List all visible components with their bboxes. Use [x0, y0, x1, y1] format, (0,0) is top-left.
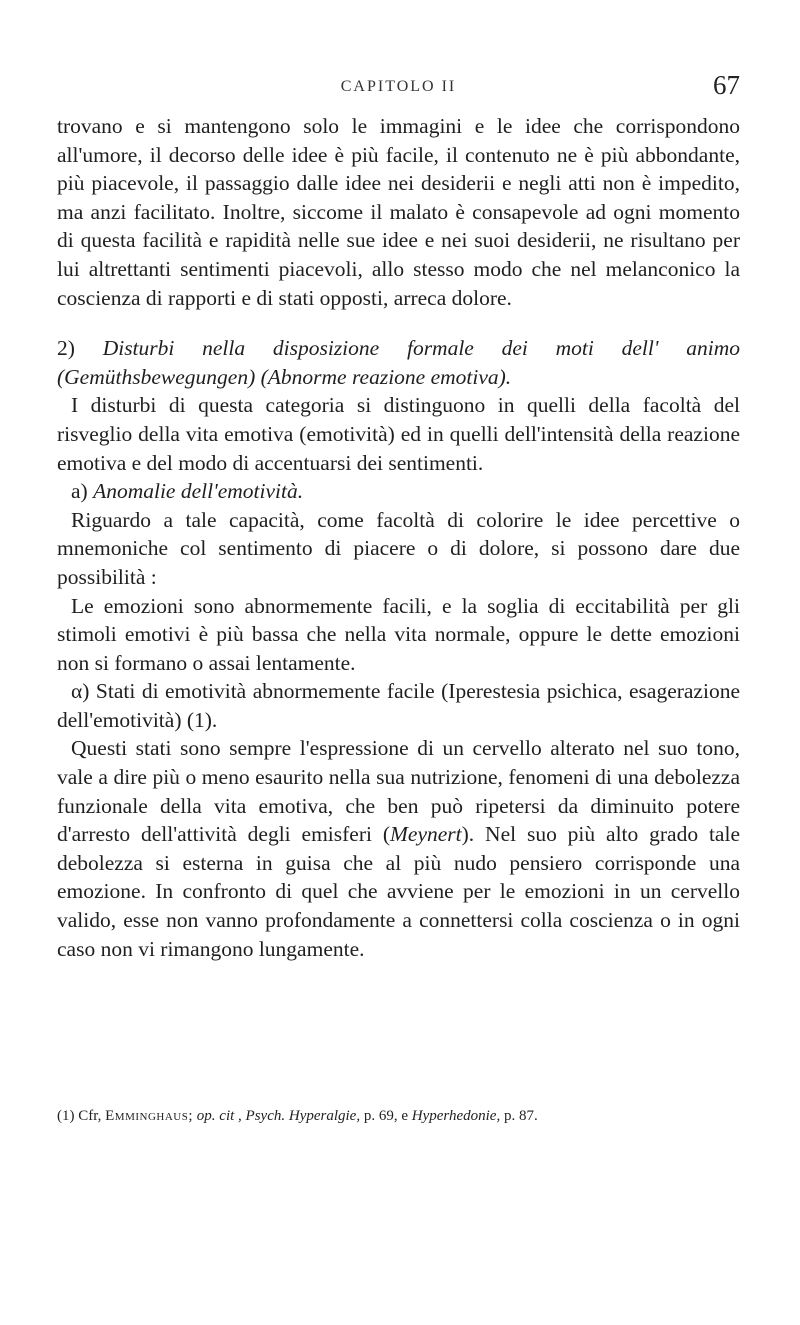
subsection-heading — [57, 477, 740, 506]
running-head — [57, 70, 740, 110]
paragraph-states — [57, 734, 740, 963]
alpha-label: α) — [71, 679, 90, 704]
section-subtitle: (Abnorme reazione emotiva). — [260, 364, 512, 389]
subsection-label: a) — [71, 479, 88, 504]
section-heading — [57, 334, 740, 391]
section-german-term: (Gemüthsbewegungen) — [57, 364, 256, 389]
footnote-work: op. cit , Psych. Hyperalgie, — [196, 1108, 361, 1124]
section-title: Disturbi nella disposizione formale dei moti dell' animo — [102, 336, 740, 361]
footnote-page1: p. 69, e — [363, 1108, 409, 1124]
paragraph-capacity: Riguardo a tale capacità, come facoltà di colorire le idee percettive o mnemoniche col sentimento di piacere o di dolore, si possono dare due possibilità : — [57, 507, 740, 589]
footnote-marker: (1) Cfr, — [57, 1108, 102, 1124]
footnote-page2: p. 87. — [503, 1108, 538, 1124]
footnote — [57, 1106, 740, 1126]
author-meynert: Meynert — [390, 822, 462, 847]
subsubsection-heading — [57, 677, 740, 734]
footnote-author: Emminghaus; — [105, 1108, 194, 1124]
body-text — [57, 112, 740, 963]
paragraph-states-part2: ). Nel suo più alto grado tale debolezza si esterna in guisa che al più nudo pensiero corrisponde una emozione. In confronto di quel che avviene per le emozioni in un cervello valido, esse non vanno profondamente a connettersi colla coscienza o in ogni caso non vi rimangono lungamente. — [57, 822, 740, 961]
subsection-title: Anomalie dell'emotività. — [93, 479, 304, 504]
paragraph-states-part1: Questi stati sono sempre l'espressione di un cervello alterato nel suo tono, vale a dire più o meno esaurito nella sua nutrizione, fenomeni di una debolezza funzionale della vita emotiva, che ben può ripetersi da diminuito potere d'arresto dell'attività degli emisferi ( — [57, 736, 740, 847]
paragraph-continuation: trovano e si mantengono solo le immagini e le idee che corrispondono all'umore, il decorso delle idee è più facile, il contenuto ne è più abbondante, più piacevole, il passaggio dalle idee nei desiderii e negli atti non è impedito, ma anzi facilitato. Inoltre, siccome il malato è consapevole ad ogni momento di questa facilità e rapidità nelle sue idee e nei suoi desiderii, ne risultano per lui altrettanti sentimenti piacevoli, allo stesso modo che nel melanconico la coscienza di rapporti e di stati opposti, arreca dolore. — [57, 114, 740, 310]
chapter-title: CAPITOLO II — [340, 78, 457, 95]
page-number: 67 — [713, 70, 740, 100]
footnote-reference: (1). — [186, 707, 218, 732]
alpha-text: Stati di emotività abnormemente facile (Iperestesia psichica, esagerazione dell'emotività) — [57, 679, 740, 732]
paragraph-intro: I disturbi di questa categoria si distinguono in quelli della facoltà del risveglio della vita emotiva (emotività) ed in quelli dell'intensità della reazione emotiva e del modo di accentuarsi dei sentimenti. — [57, 393, 740, 475]
paragraph-emotions: Le emozioni sono abnormemente facili, e la soglia di eccitabilità per gli stimoli emotivi è più bassa che nella vita normale, oppure le dette emozioni non si formano o assai lentamente. — [57, 593, 740, 675]
footnote-work2: Hyperhedonie, — [411, 1108, 501, 1124]
section-number: 2) — [57, 336, 75, 361]
